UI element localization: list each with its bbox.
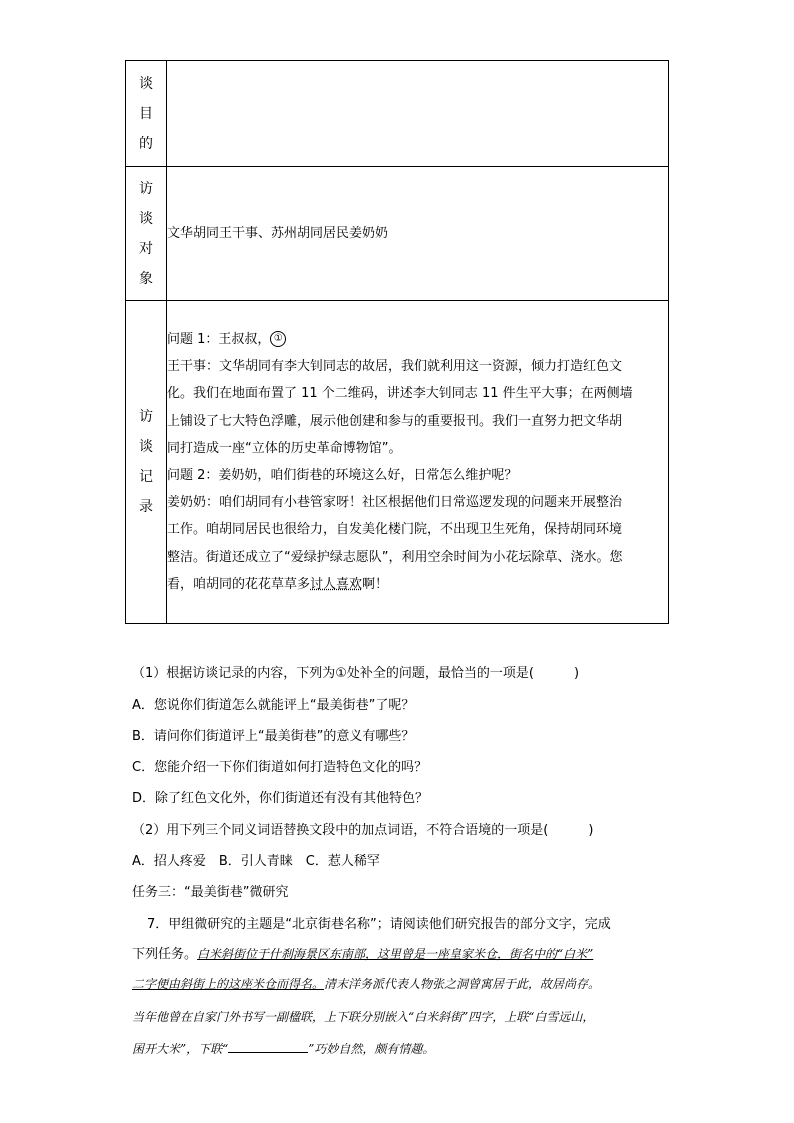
fill-in-blank[interactable] (228, 1040, 308, 1053)
table-row (126, 301, 669, 624)
header-char: 访 (139, 180, 153, 197)
row-header-purpose (126, 61, 167, 167)
underlined-passage: 二字便由斜街上的这座米仓而得名。 (132, 977, 325, 991)
record-line: 问题 2：姜奶奶，咱们街巷的环境这么好，日常怎么维护呢？ (167, 468, 518, 483)
record-line-end: 啊！ (362, 576, 389, 592)
record-line: 化。我们在地面布置了 11 个二维码，讲述李大钊同志 11 件生平大事；在两侧墙 (167, 386, 633, 402)
dotted-emphasis-word: 讨人喜欢 (310, 576, 363, 592)
purpose-cell (167, 61, 669, 167)
record-line: 上铺设了七大特色浮雕，展示他创建和参与的重要报刊。我们一直努力把文华胡 (167, 413, 623, 429)
header-char: 谈 (139, 75, 153, 92)
question-2-text: （2）用下列三个同义词语替换文段中的加点词语，不符合语境的一项是( (132, 823, 549, 838)
header-char: 对 (139, 240, 153, 257)
record-line: 王干事：文华胡同有李大钊同志的故居，我们就利用这一资源，倾力打造红色文 (167, 359, 623, 375)
header-char: 谈 (139, 210, 153, 227)
record-line: 同打造成一座“立体的历史革命博物馆”。 (167, 440, 402, 456)
header-char: 的 (139, 135, 153, 152)
passage-line (132, 975, 600, 992)
header-char: 录 (139, 499, 153, 515)
record-line: 工作。咱胡同居民也很给力，自发美化楼门院，不出现卫生死角，保持胡同环境 (167, 522, 623, 538)
table-row (126, 61, 669, 167)
question-2-options: A．招人疼爱 B．引人青睐 C．惹人稀罕 (132, 854, 380, 869)
table-row (126, 167, 669, 301)
subject-text: 文华胡同王干事、苏州胡同居民姜奶奶 (167, 225, 389, 241)
option-a: A．您说你们街道怎么就能评上“最美街巷”了呢？ (132, 698, 415, 713)
passage-text: ”巧妙自然，颇有情趣。 (308, 1042, 435, 1056)
record-cell (167, 301, 669, 624)
record-line (167, 326, 668, 353)
header-char: 目 (139, 105, 153, 122)
passage-line: 当年他曾在自家门外书写一副楹联，上下联分别嵌入“白米斜街”四字，上联“白雪远山， (132, 1010, 595, 1024)
option-c: C．您能介绍一下你们街道如何打造特色文化的吗？ (132, 760, 428, 775)
task-3-heading: 任务三：“最美街巷”微研究 (132, 885, 289, 900)
question-1-label: 问题 1：王叔叔， (167, 331, 271, 347)
row-header-record (126, 301, 167, 624)
interview-table (125, 60, 669, 624)
passage-text: 囷开大米”，下联“ (132, 1042, 229, 1056)
header-char: 谈 (139, 439, 153, 455)
question-1 (132, 662, 579, 681)
header-char: 象 (139, 270, 153, 287)
answer-paren-close: ) (588, 823, 594, 838)
circle-number-icon: ① (270, 331, 286, 347)
blank-marker-1 (270, 332, 286, 347)
passage-text: 清末洋务派代表人物张之洞曾寓居于此，故居尚存。 (324, 977, 601, 991)
record-line (167, 571, 668, 598)
row-header-subject (126, 167, 167, 301)
record-line-start: 看，咱胡同的花花草草多 (167, 576, 311, 592)
option-d: D．除了红色文化外，你们街道还有没有其他特色？ (132, 791, 429, 806)
question-7-line (132, 943, 593, 962)
question-2 (132, 819, 593, 838)
question-1-text: （1）根据访谈记录的内容，下列为①处补全的问题，最恰当的一项是( (132, 666, 534, 681)
underlined-passage: 白米斜街位于什刹海景区东南部，这里曾是一座皇家米仓，街名中的“白米” (197, 947, 594, 961)
header-char: 记 (139, 469, 153, 485)
question-7-line: 7．甲组微研究的主题是“北京街巷名称”；请阅读他们研究报告的部分文字，完成 (147, 917, 611, 932)
option-b: B．请问你们街道评上“最美街巷”的意义有哪些？ (132, 729, 415, 744)
question-7-text: 下列任务。 (132, 947, 198, 962)
answer-paren-close: ) (574, 666, 580, 681)
record-line: 姜奶奶：咱们胡同有小巷管家呀！社区根据他们日常巡逻发现的问题来开展整治 (167, 495, 623, 511)
passage-line (132, 1040, 434, 1057)
record-line: 整洁。街道还成立了“爱绿护绿志愿队”，利用空余时间为小花坛除草、浇水。您 (167, 549, 623, 565)
header-char: 访 (139, 409, 153, 425)
subject-cell (167, 167, 669, 301)
